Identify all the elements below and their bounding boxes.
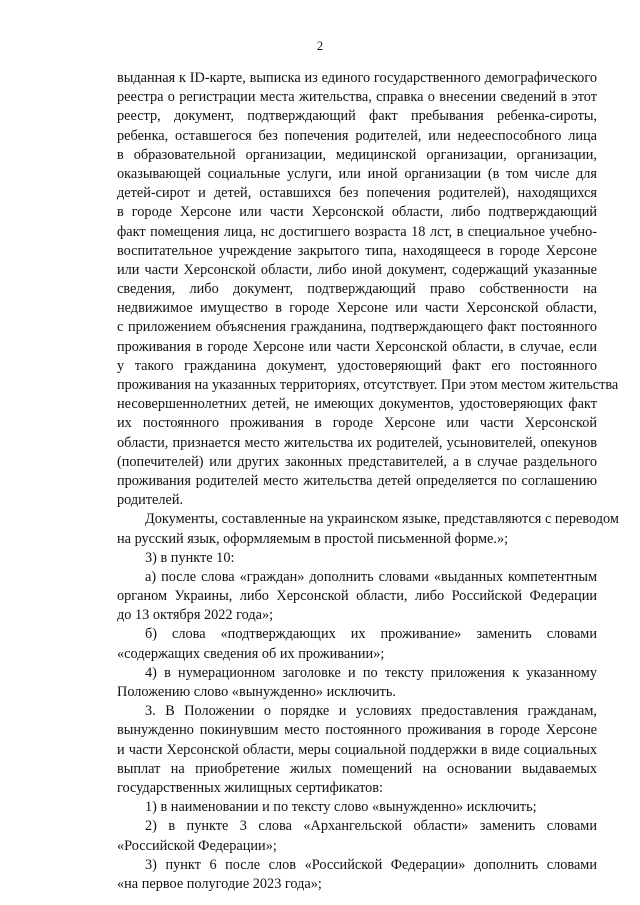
text-line: органом Украины, либо Херсонской области, либо Российской Федерации bbox=[117, 588, 597, 605]
text-line: ребенка, оставшегося без попечения родителей, или недееспособного лица bbox=[117, 127, 597, 144]
text-line: 3) пункт 6 после слов «Российской Федерации» дополнить словами bbox=[145, 856, 597, 873]
text-line: проживания родителей место жительства детей определяется по соглашению bbox=[117, 472, 597, 489]
text-line: реестра о регистрации места жительства, справка о внесении сведений в этот bbox=[117, 89, 597, 106]
text-line: 1) в наименовании и по тексту слово «вынужденно» исключить; bbox=[145, 799, 537, 816]
text-line: (попечителей) или других законных представителей, а в случае раздельного bbox=[117, 453, 597, 470]
text-line: проживания в городе Херсоне или части Херсонской области, в случае, если bbox=[117, 338, 597, 355]
text-line: выплат на приобретение жилых помещений на основании выдаваемых bbox=[117, 760, 597, 777]
text-line: б) слова «подтверждающих их проживание» заменить словами bbox=[145, 626, 597, 643]
text-line: несовершеннолетних детей, не имеющих документов, удостоверяющих факт bbox=[117, 396, 597, 413]
text-line: факт помещения лица, нс достигшего возраста 18 лст, в специальное учебно- bbox=[117, 223, 597, 240]
text-line: государственных жилищных сертификатов: bbox=[117, 779, 383, 796]
text-line: области, признается место жительства их родителей, усыновителей, опекунов bbox=[117, 434, 597, 451]
text-line: а) после слова «граждан» дополнить словами «выданных компетентным bbox=[145, 568, 597, 585]
text-line: с приложением объяснения гражданина, подтверждающего факт постоянного bbox=[117, 319, 597, 336]
text-line: проживания на указанных территориях, отсутствует. При этом местом жительства bbox=[117, 377, 619, 393]
text-line: оказывающей социальные услуги, или иной организации (в том числе для bbox=[117, 165, 597, 182]
text-line: у такого гражданина документ, удостоверяющий факт его постоянного bbox=[117, 357, 597, 374]
text-line: недвижимое имущество в городе Херсоне или части Херсонской области, bbox=[117, 300, 597, 317]
text-line: 3. В Положении о порядке и условиях предоставления гражданам, bbox=[145, 703, 597, 720]
text-line: 2) в пункте 3 слова «Архангельской области» заменить словами bbox=[145, 818, 597, 835]
text-line: «Российской Федерации»; bbox=[117, 837, 277, 854]
text-line: Положению слово «вынужденно» исключить. bbox=[117, 684, 396, 700]
text-line: до 13 октября 2022 года»; bbox=[117, 607, 274, 624]
text-line: вынужденно покинувшим место постоянного проживания в городе Херсоне bbox=[117, 722, 597, 739]
text-line: реестр, документ, подтверждающий факт пребывания ребенка-сироты, bbox=[117, 108, 597, 125]
text-line: и части Херсонской области, меры социальной поддержки в виде социальных bbox=[117, 741, 597, 758]
text-line: «содержащих сведения об их проживании»; bbox=[117, 645, 385, 662]
text-line: или части Херсонской области, либо иной документ, содержащий указанные bbox=[117, 261, 597, 278]
text-line: Документы, составленные на украинском языке, представляются с переводом bbox=[145, 511, 619, 528]
text-line: их постоянного проживания в городе Херсоне или части Херсонской bbox=[117, 415, 597, 432]
text-line: родителей. bbox=[117, 492, 184, 509]
text-line: «на первое полугодие 2023 года»; bbox=[117, 875, 322, 892]
text-line: воспитательное учреждение закрытого типа, находящееся в городе Херсоне bbox=[117, 242, 597, 259]
text-line: 4) в нумерационном заголовке и по тексту приложения к указанному bbox=[145, 664, 597, 681]
text-line: сведения, либо документ, подтверждающий право собственности на bbox=[117, 281, 597, 298]
text-line: в городе Херсоне или части Херсонской области, либо подтверждающий bbox=[117, 204, 597, 221]
text-line: 3) в пункте 10: bbox=[145, 549, 235, 566]
text-line: детей-сирот и детей, оставшихся без попечения родителей), находящихся bbox=[117, 185, 597, 202]
text-line: в образовательной организации, медицинской организации, организации, bbox=[117, 146, 597, 163]
page-number: 2 bbox=[316, 39, 324, 53]
text-line: выданная к ID-карте, выписка из единого государственного демографического bbox=[117, 70, 597, 86]
text-line: на русский язык, оформляемым в простой письменной форме.»; bbox=[117, 530, 509, 547]
document-body bbox=[117, 69, 619, 894]
